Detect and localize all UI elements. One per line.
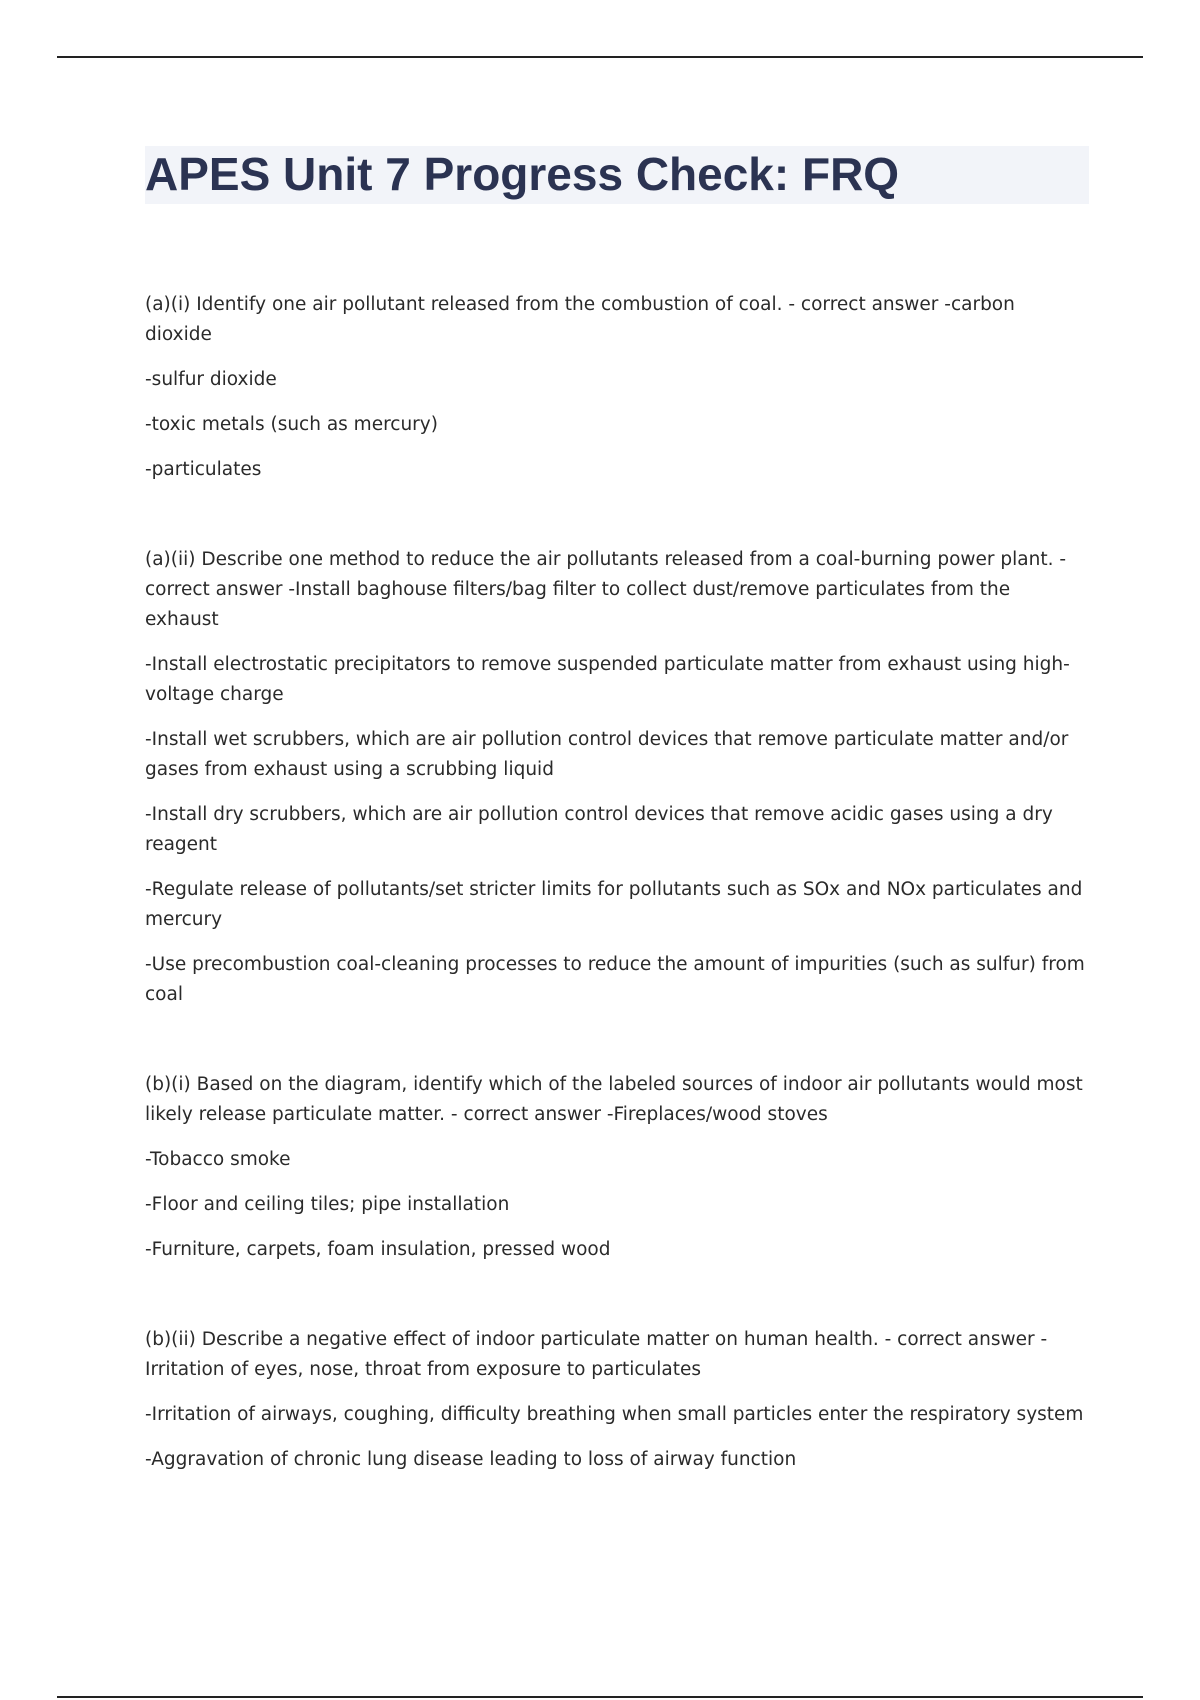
question-a-ii [145, 545, 1085, 1010]
answer-line: -Use precombustion coal-cleaning processes to reduce the amount of impurities (such as sulfur) from coal [145, 954, 1085, 1005]
question-b-i [145, 1070, 1085, 1265]
answer-line: -Aggravation of chronic lung disease leading to loss of airway function [145, 1449, 797, 1470]
answer-line: -Install dry scrubbers, which are air pollution control devices that remove acidic gases using a dry reagent [145, 804, 1053, 855]
question-line: (a)(i) Identify one air pollutant released from the combustion of coal. - correct answer -carbon dioxide [145, 294, 1015, 345]
answer-line: -Install wet scrubbers, which are air pollution control devices that remove particulate matter and/or gases from exhaust using a scrubbing liquid [145, 729, 1069, 780]
answer-line: -particulates [145, 459, 262, 480]
question-line: (b)(ii) Describe a negative effect of indoor particulate matter on human health. - correct answer -Irritation of eyes, nose, throat from exposure to particulates [145, 1329, 1048, 1380]
document-body [145, 290, 1085, 1475]
bottom-rule [57, 1696, 1143, 1698]
question-line: (b)(i) Based on the diagram, identify which of the labeled sources of indoor air pollutants would most likely release particulate matter. - correct answer -Fireplaces/wood stoves [145, 1074, 1083, 1125]
answer-line: -Furniture, carpets, foam insulation, pressed wood [145, 1239, 611, 1260]
top-rule [57, 56, 1143, 58]
answer-line: -Regulate release of pollutants/set stricter limits for pollutants such as SOx and NOx particulates and mercury [145, 879, 1083, 930]
answer-line: -Tobacco smoke [145, 1149, 291, 1170]
answer-line: -Install electrostatic precipitators to remove suspended particulate matter from exhaust using high-voltage charge [145, 654, 1070, 705]
answer-line: -sulfur dioxide [145, 369, 277, 390]
answer-line: -Irritation of airways, coughing, difficulty breathing when small particles enter the respiratory system [145, 1404, 1084, 1425]
page-title: APES Unit 7 Progress Check: FRQ [145, 148, 900, 200]
question-a-i [145, 290, 1085, 485]
answer-line: -Floor and ceiling tiles; pipe installation [145, 1194, 510, 1215]
answer-line: -toxic metals (such as mercury) [145, 414, 438, 435]
question-b-ii [145, 1325, 1085, 1475]
question-line: (a)(ii) Describe one method to reduce the air pollutants released from a coal-burning power plant. - correct answer -Install baghouse filters/bag filter to collect dust/remove particulates from the exhaust [145, 549, 1067, 630]
